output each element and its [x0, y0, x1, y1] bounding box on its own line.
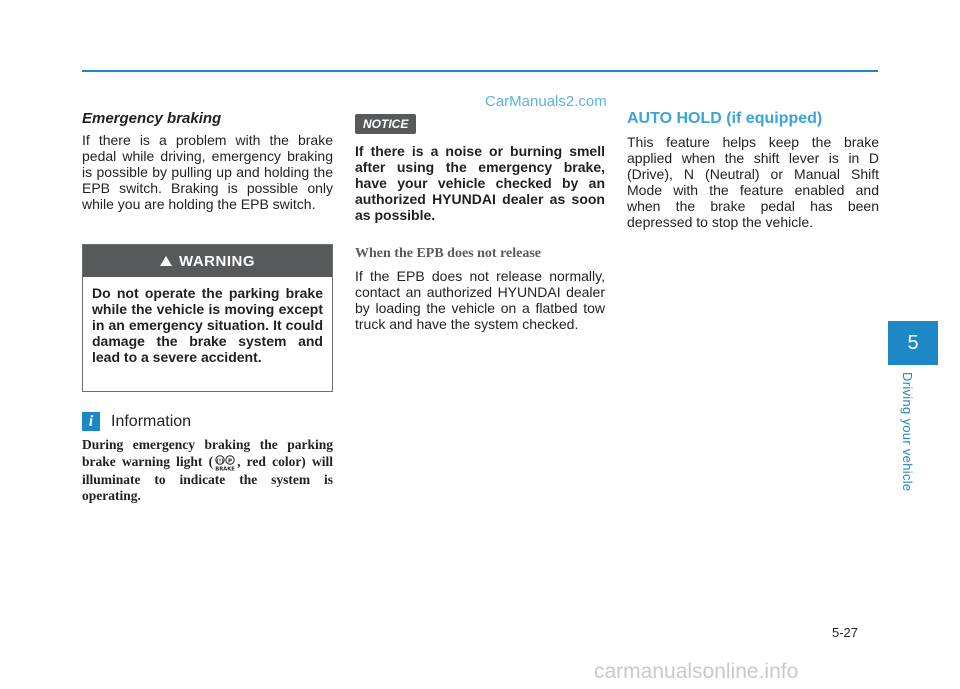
emergency-braking-heading: Emergency braking	[82, 110, 222, 127]
information-text-part1: During emergency braking the parking brake warning light (	[82, 437, 333, 469]
chapter-tab: 5	[888, 321, 938, 365]
information-text	[82, 437, 333, 505]
svg-text:P: P	[228, 457, 233, 464]
notice-tag: NOTICE	[355, 114, 416, 134]
column-right	[627, 110, 879, 230]
information-title: Information	[111, 412, 192, 430]
watermark-top[interactable]: CarManuals2.com	[485, 93, 607, 110]
warning-header	[83, 245, 332, 277]
notice-text: If there is a noise or burning smell after using the emergency brake, have your vehicle checked by an authorized HYUNDAI dealer as soon as possible.	[355, 143, 605, 223]
top-rule	[82, 70, 878, 72]
warning-text: Do not operate the parking brake while the vehicle is moving except in an emergency situation. It could damage the brake system and lead to a severe accident.	[92, 285, 323, 365]
warning-triangle-icon	[160, 256, 172, 266]
watermark-bottom[interactable]: carmanualsonline.info	[594, 660, 799, 683]
warning-title: WARNING	[179, 252, 255, 270]
page-number: 5-27	[832, 625, 859, 640]
auto-hold-heading: AUTO HOLD (if equipped)	[627, 110, 823, 127]
warning-box	[82, 244, 333, 392]
column-middle	[355, 143, 605, 223]
brake-icon-label: BRAKE	[215, 466, 235, 472]
epb-section	[355, 268, 605, 332]
information-header	[82, 412, 191, 431]
chapter-label	[897, 372, 921, 492]
epb-heading: When the EPB does not release	[355, 246, 542, 261]
epb-text: If the EPB does not release normally, contact an authorized HYUNDAI dealer by loading the vehicle on a flatbed tow truck and have the system checked.	[355, 268, 605, 332]
auto-hold-text: This feature helps keep the brake applied when the shift lever is in D (Drive), N (Neutral) or Manual Shift Mode with the feature enabled and when the brake pedal has been depressed to stop the vehicle.	[627, 134, 879, 230]
information-text-part2: , red color) will illuminate to indicate the system is operating.	[82, 453, 333, 503]
emergency-braking-text: If there is a problem with the brake pedal while driving, emergency braking is possible by pulling up and holding the EPB switch. Braking is possible only while you are holding the EPB switch.	[82, 132, 333, 212]
info-icon: i	[82, 412, 100, 431]
svg-text:(!): (!)	[216, 457, 224, 464]
column-left	[82, 110, 333, 212]
chapter-label-text: Driving your vehicle	[900, 372, 915, 492]
parking-brake-warning-light-icon	[213, 454, 237, 472]
